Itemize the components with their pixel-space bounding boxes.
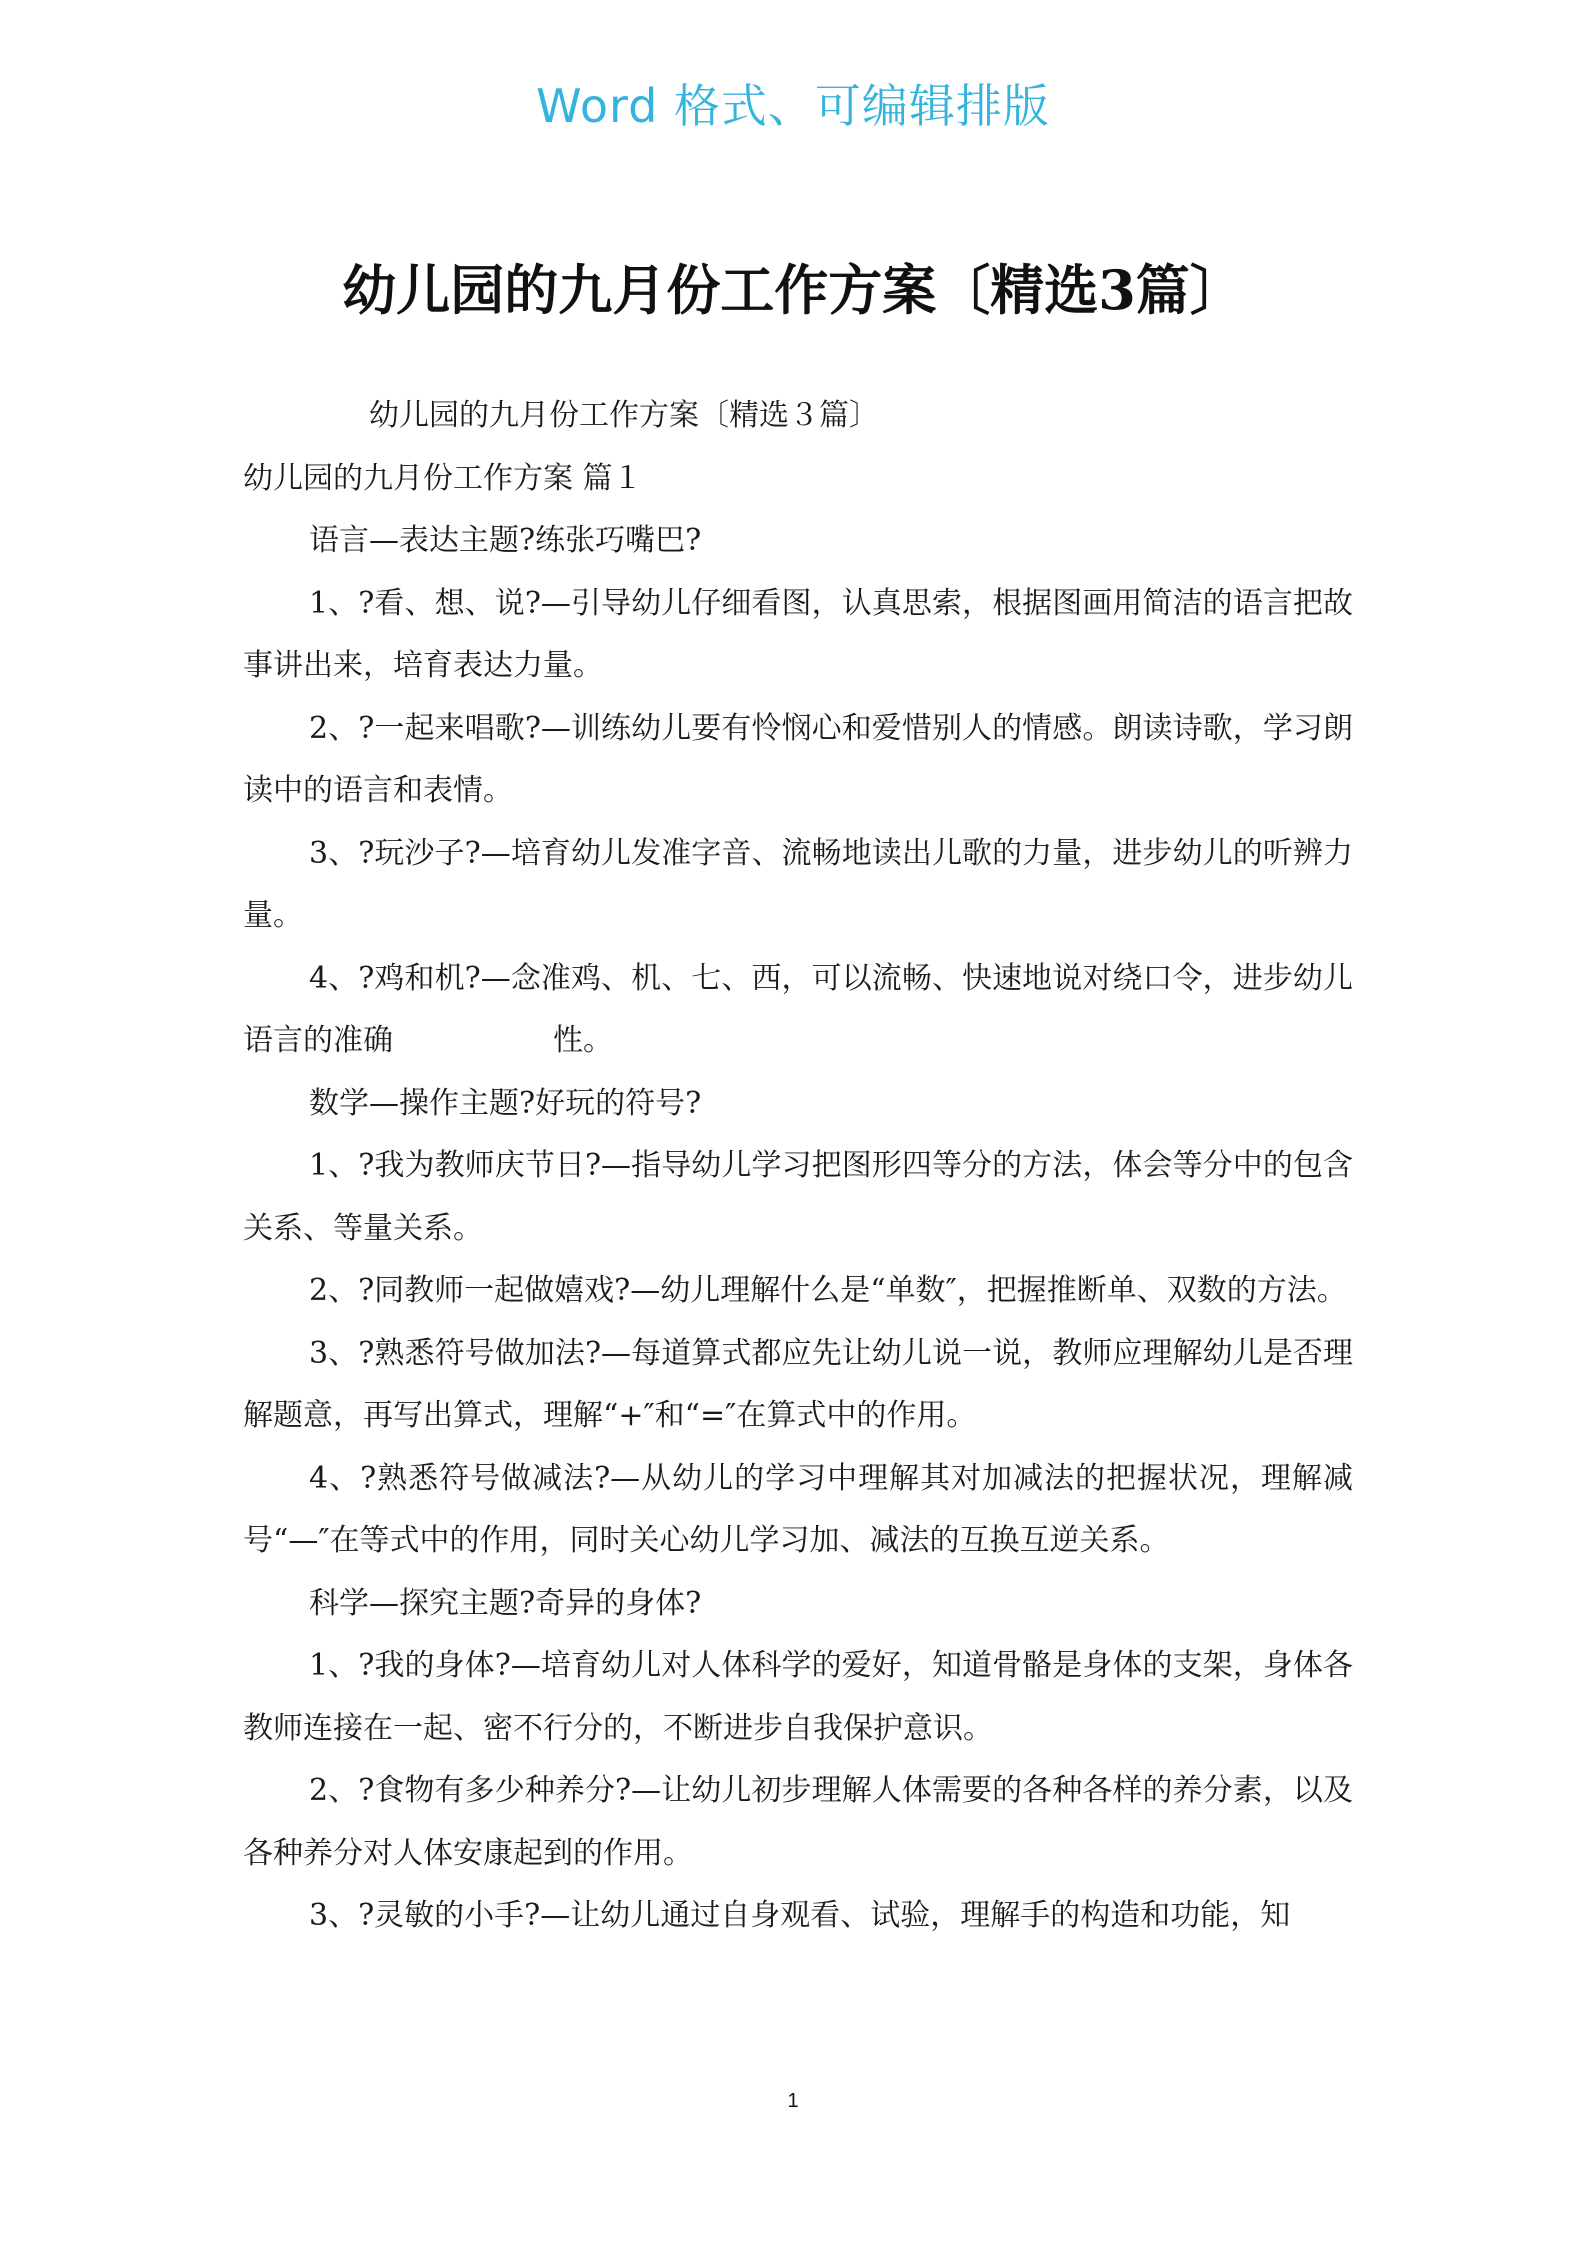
paragraph: 3、?玩沙子?—培育幼儿发准字音、流畅地读出儿歌的力量，进步幼儿的听辨力量。 [243, 835, 1353, 933]
document-body [243, 385, 1353, 1948]
subtitle: 幼儿园的九月份工作方案〔精选３篇〕 [369, 398, 879, 433]
format-banner: Word 格式、可编辑排版 [536, 79, 1050, 133]
paragraph: 数学—操作主题?好玩的符号? [309, 1085, 702, 1121]
paragraph: 3、?灵敏的小手?—让幼儿通过自身观看、试验，理解手的构造和功能，知 [309, 1898, 1291, 1933]
paragraph-text: 4、?鸡和机?—念准鸡、机、七、西，可以流畅、快速地说对绕口令，进步幼儿语言的准确 [243, 960, 1353, 1058]
paragraph: 3、?熟悉符号做加法?—每道算式都应先让幼儿说一说，教师应理解幼儿是否理解题意，再写出算式，理解“+″和“=″在算式中的作用。 [243, 1335, 1353, 1433]
section-title: 幼儿园的九月份工作方案 篇１ [243, 460, 643, 496]
paragraph: 1、?我的身体?—培育幼儿对人体科学的爱好，知道骨骼是身体的支架，身体各教师连接在一起、密不行分的，不断进步自我保护意识。 [243, 1648, 1353, 1746]
paragraph: 4、?熟悉符号做减法?—从幼儿的学习中理解其对加减法的把握状况，理解减号“—″在等式中的作用，同时关心幼儿学习加、减法的互换互逆关系。 [243, 1460, 1353, 1558]
paragraph [243, 948, 1353, 1073]
paragraph: 1、?我为教师庆节日?—指导幼儿学习把图形四等分的方法，体会等分中的包含关系、等量关系。 [243, 1148, 1353, 1246]
paragraph: 1、?看、想、说?—引导幼儿仔细看图，认真思索，根据图画用简洁的语言把故事讲出来，培育表达力量。 [243, 585, 1353, 683]
page-number: 1 [787, 2090, 799, 2112]
paragraph: 2、?同教师一起做嬉戏?—幼儿理解什么是“单数″，把握推断单、双数的方法。 [309, 1273, 1347, 1308]
paragraph: 2、?一起来唱歌?—训练幼儿要有怜悯心和爱惜别人的情感。朗读诗歌，学习朗读中的语言和表情。 [243, 710, 1353, 808]
paragraph: 语言—表达主题?练张巧嘴巴? [309, 523, 702, 558]
paragraph-tail: 性。 [553, 1023, 613, 1058]
document-title: 幼儿园的九月份工作方案〔精选3篇〕 [342, 258, 1244, 322]
paragraph: 2、?食物有多少种养分?—让幼儿初步理解人体需要的各种各样的养分素，以及各种养分对人体安康起到的作用。 [243, 1773, 1353, 1871]
paragraph: 科学—探究主题?奇异的身体? [309, 1585, 702, 1621]
